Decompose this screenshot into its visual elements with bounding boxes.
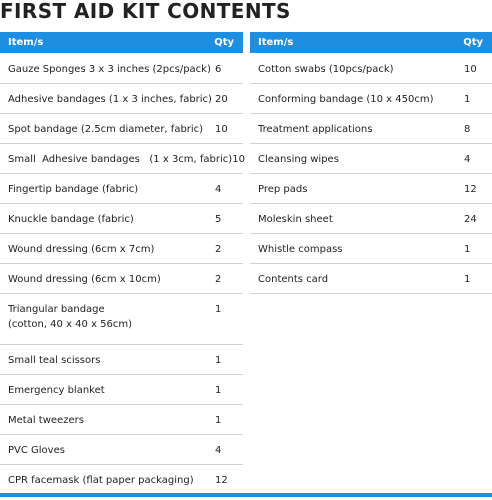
left-contents-table: [0, 32, 245, 486]
right-contents-table: [250, 32, 492, 285]
row-item: CPR facemask (flat paper packaging): [8, 475, 194, 486]
row-qty: 10: [232, 154, 245, 165]
table-row: [0, 233, 243, 264]
table-header: [0, 32, 243, 53]
table-row: [250, 233, 492, 264]
row-qty: 12: [215, 475, 228, 486]
row-item: Prep pads: [258, 184, 308, 195]
table-row: [0, 83, 243, 114]
table-row: [0, 293, 243, 345]
row-qty: 4: [215, 445, 222, 456]
table-row: [250, 143, 492, 174]
page-title: FIRST AID KIT CONTENTS: [0, 0, 291, 23]
table-row: [250, 113, 492, 144]
table-row: [250, 203, 492, 234]
row-item: Conforming bandage (10 x 450cm): [258, 94, 434, 105]
row-qty: 20: [215, 94, 228, 105]
row-item: Contents card: [258, 274, 329, 285]
row-qty: 4: [464, 154, 471, 165]
row-qty: 2: [215, 244, 222, 255]
row-item: Metal tweezers: [8, 415, 84, 426]
row-item: Wound dressing (6cm x 10cm): [8, 274, 161, 285]
row-qty: 24: [464, 214, 477, 225]
row-qty: 10: [215, 124, 228, 135]
row-qty: 12: [464, 184, 477, 195]
table-row: [0, 53, 243, 84]
row-qty: 2: [215, 274, 222, 285]
table-row: [0, 263, 243, 294]
row-item: Cleansing wipes: [258, 154, 339, 165]
table-row: [0, 404, 243, 435]
row-qty: 6: [215, 64, 222, 75]
row-qty: 1: [464, 244, 471, 255]
table-row: [0, 434, 243, 465]
header-qty-label: Qty: [463, 37, 483, 48]
table-row: [250, 173, 492, 204]
row-item: Treatment applications: [258, 124, 373, 135]
row-qty: 1: [215, 304, 222, 315]
table-row: [0, 374, 243, 405]
table-row: [0, 464, 243, 495]
row-qty: 1: [215, 385, 222, 396]
table-row: [250, 83, 492, 114]
row-item: Adhesive bandages (1 x 3 inches, fabric): [8, 94, 212, 105]
row-item: PVC Gloves: [8, 445, 65, 456]
row-qty: 1: [215, 415, 222, 426]
table-row: [250, 53, 492, 84]
header-item-label: Item/s: [8, 37, 44, 48]
row-qty: 1: [215, 355, 222, 366]
row-item: Spot bandage (2.5cm diameter, fabric): [8, 124, 204, 135]
row-item: Fingertip bandage (fabric): [8, 184, 139, 195]
row-qty: 1: [464, 274, 471, 285]
header-item-label: Item/s: [258, 37, 294, 48]
row-item: Wound dressing (6cm x 7cm): [8, 244, 155, 255]
table-header: [250, 32, 492, 53]
row-qty: 1: [464, 94, 471, 105]
header-qty-label: Qty: [214, 37, 234, 48]
table-row: [0, 344, 243, 375]
table-row: [0, 203, 243, 234]
row-item: Knuckle bandage (fabric): [8, 214, 134, 225]
table-row: [0, 173, 243, 204]
table-row: [250, 263, 492, 294]
footer-bar: [0, 493, 492, 497]
row-item: Emergency blanket: [8, 385, 105, 396]
row-item: Gauze Sponges 3 x 3 inches (2pcs/pack): [8, 64, 211, 75]
row-item: Whistle compass: [258, 244, 343, 255]
row-qty: 10: [464, 64, 477, 75]
row-item: Triangular bandage (cotton, 40 x 40 x 56cm): [8, 304, 133, 330]
row-qty: 8: [464, 124, 471, 135]
row-item: Moleskin sheet: [258, 214, 333, 225]
row-item: Small Adhesive bandages (1 x 3cm, fabric): [8, 154, 233, 165]
row-item: Cotton swabs (10pcs/pack): [258, 64, 394, 75]
table-row: [0, 143, 243, 174]
row-qty: 4: [215, 184, 222, 195]
table-row: [0, 113, 243, 144]
row-item: Small teal scissors: [8, 355, 101, 366]
row-qty: 5: [215, 214, 222, 225]
